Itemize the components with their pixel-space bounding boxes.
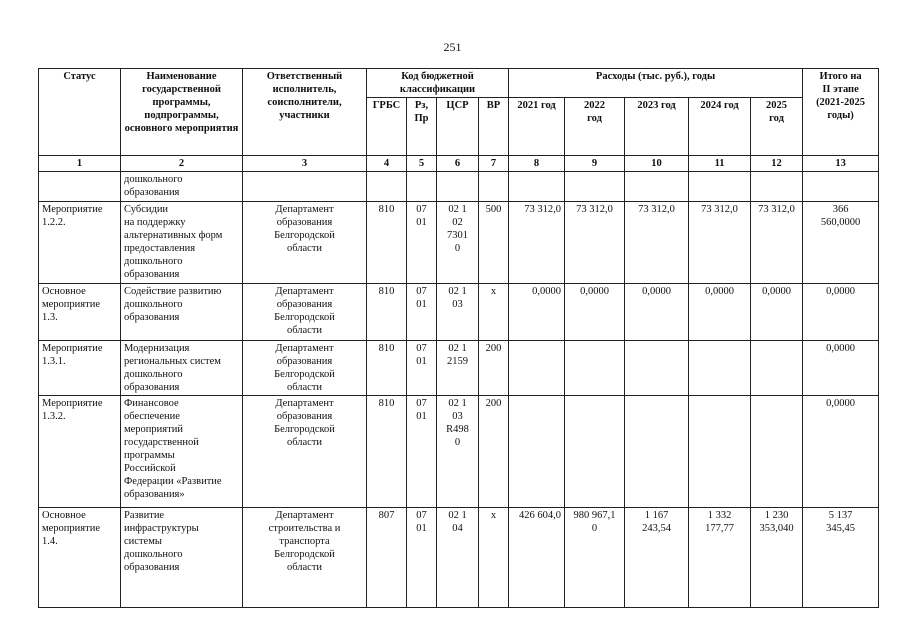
row-responsible xyxy=(243,172,367,202)
page-number: 251 xyxy=(443,40,462,54)
row-total: 0,0000 xyxy=(803,284,879,341)
row-status: Основное мероприятие 1.4. xyxy=(39,508,121,608)
row-status: Мероприятие 1.2.2. xyxy=(39,202,121,284)
column-number: 4 xyxy=(367,156,407,172)
row-2025: 1 230 353,040 xyxy=(751,508,803,608)
row-csr xyxy=(437,172,479,202)
row-2023 xyxy=(625,341,689,396)
row-name: Содействие развитию дошкольного образования xyxy=(121,284,243,341)
budget-table xyxy=(38,68,879,608)
row-rzpr: 07 01 xyxy=(407,284,437,341)
row-2022: 0,0000 xyxy=(565,284,625,341)
row-2021: 73 312,0 xyxy=(509,202,565,284)
row-vr: 200 xyxy=(479,396,509,508)
row-2023 xyxy=(625,396,689,508)
row-2025 xyxy=(751,396,803,508)
row-responsible: Департамент образования Белгородской области xyxy=(243,202,367,284)
row-status: Мероприятие 1.3.2. xyxy=(39,396,121,508)
row-2025 xyxy=(751,172,803,202)
column-number: 1 xyxy=(39,156,121,172)
row-total: 366 560,0000 xyxy=(803,202,879,284)
header-csr: ЦСР xyxy=(437,98,479,156)
table-row xyxy=(39,396,879,508)
row-2021 xyxy=(509,396,565,508)
row-grbs: 810 xyxy=(367,396,407,508)
row-total: 5 137 345,45 xyxy=(803,508,879,608)
row-name: дошкольного образования xyxy=(121,172,243,202)
row-csr: 02 1 02 7301 0 xyxy=(437,202,479,284)
column-number-row xyxy=(39,156,879,172)
row-vr xyxy=(479,172,509,202)
header-name: Наименование государственной программы, подпрограммы, основного мероприятия xyxy=(121,69,243,156)
header-2021: 2021 год xyxy=(509,98,565,156)
row-name: Финансовое обеспечение мероприятий государственной программы Российской Федерации «Развитие образования» xyxy=(121,396,243,508)
row-csr: 02 1 03 R498 0 xyxy=(437,396,479,508)
header-status: Статус xyxy=(39,69,121,156)
table-body xyxy=(39,172,879,608)
row-2022: 73 312,0 xyxy=(565,202,625,284)
row-2025 xyxy=(751,341,803,396)
table-row xyxy=(39,341,879,396)
row-csr: 02 1 03 xyxy=(437,284,479,341)
row-responsible: Департамент образования Белгородской области xyxy=(243,341,367,396)
header-2023: 2023 год xyxy=(625,98,689,156)
row-2025: 73 312,0 xyxy=(751,202,803,284)
row-status: Мероприятие 1.3.1. xyxy=(39,341,121,396)
row-grbs: 810 xyxy=(367,202,407,284)
row-grbs: 810 xyxy=(367,341,407,396)
row-total: 0,0000 xyxy=(803,341,879,396)
row-2023: 73 312,0 xyxy=(625,202,689,284)
row-2024 xyxy=(689,172,751,202)
row-2024 xyxy=(689,341,751,396)
row-2021: 426 604,0 xyxy=(509,508,565,608)
row-2024: 73 312,0 xyxy=(689,202,751,284)
table-row xyxy=(39,202,879,284)
row-2022 xyxy=(565,172,625,202)
column-number: 3 xyxy=(243,156,367,172)
column-number: 9 xyxy=(565,156,625,172)
row-grbs: 810 xyxy=(367,284,407,341)
row-vr: х xyxy=(479,508,509,608)
column-number: 13 xyxy=(803,156,879,172)
column-number: 7 xyxy=(479,156,509,172)
row-total xyxy=(803,172,879,202)
row-responsible: Департамент строительства и транспорта Белгородской области xyxy=(243,508,367,608)
table-row xyxy=(39,284,879,341)
header-total: Итого на II этапе (2021-2025 годы) xyxy=(803,69,879,156)
row-status: Основное мероприятие 1.3. xyxy=(39,284,121,341)
row-rzpr xyxy=(407,172,437,202)
row-name: Модернизация региональных систем дошкольного образования xyxy=(121,341,243,396)
row-grbs xyxy=(367,172,407,202)
header-budget-code: Код бюджетной классификации xyxy=(367,69,509,98)
row-2023 xyxy=(625,172,689,202)
row-rzpr: 07 01 xyxy=(407,202,437,284)
row-grbs: 807 xyxy=(367,508,407,608)
row-rzpr: 07 01 xyxy=(407,396,437,508)
column-number: 11 xyxy=(689,156,751,172)
row-vr: 200 xyxy=(479,341,509,396)
header-rzpr: Рз, Пр xyxy=(407,98,437,156)
header-2022: 2022 год xyxy=(565,98,625,156)
header-grbs: ГРБС xyxy=(367,98,407,156)
row-2023: 0,0000 xyxy=(625,284,689,341)
column-number: 10 xyxy=(625,156,689,172)
row-name: Развитие инфраструктуры системы дошкольного образования xyxy=(121,508,243,608)
column-number: 2 xyxy=(121,156,243,172)
row-csr: 02 1 04 xyxy=(437,508,479,608)
row-2021 xyxy=(509,172,565,202)
header-vr: ВР xyxy=(479,98,509,156)
column-number: 8 xyxy=(509,156,565,172)
row-total: 0,0000 xyxy=(803,396,879,508)
row-2022: 980 967,1 0 xyxy=(565,508,625,608)
row-2024: 1 332 177,77 xyxy=(689,508,751,608)
row-vr: 500 xyxy=(479,202,509,284)
row-2022 xyxy=(565,341,625,396)
row-2023: 1 167 243,54 xyxy=(625,508,689,608)
row-2025: 0,0000 xyxy=(751,284,803,341)
row-status xyxy=(39,172,121,202)
row-vr: х xyxy=(479,284,509,341)
column-number: 5 xyxy=(407,156,437,172)
row-2022 xyxy=(565,396,625,508)
row-csr: 02 1 2159 xyxy=(437,341,479,396)
row-name: Субсидии на поддержку альтернативных форм предоставления дошкольного образования xyxy=(121,202,243,284)
row-rzpr: 07 01 xyxy=(407,508,437,608)
header-2025: 2025 год xyxy=(751,98,803,156)
row-2021 xyxy=(509,341,565,396)
table-row xyxy=(39,508,879,608)
row-rzpr: 07 01 xyxy=(407,341,437,396)
row-responsible: Департамент образования Белгородской области xyxy=(243,396,367,508)
row-2024: 0,0000 xyxy=(689,284,751,341)
table-row xyxy=(39,172,879,202)
column-number: 6 xyxy=(437,156,479,172)
header-2024: 2024 год xyxy=(689,98,751,156)
header-expenses: Расходы (тыс. руб.), годы xyxy=(509,69,803,98)
row-2024 xyxy=(689,396,751,508)
row-responsible: Департамент образования Белгородской области xyxy=(243,284,367,341)
header-responsible: Ответственный исполнитель, соисполнители, участники xyxy=(243,69,367,156)
column-number: 12 xyxy=(751,156,803,172)
row-2021: 0,0000 xyxy=(509,284,565,341)
